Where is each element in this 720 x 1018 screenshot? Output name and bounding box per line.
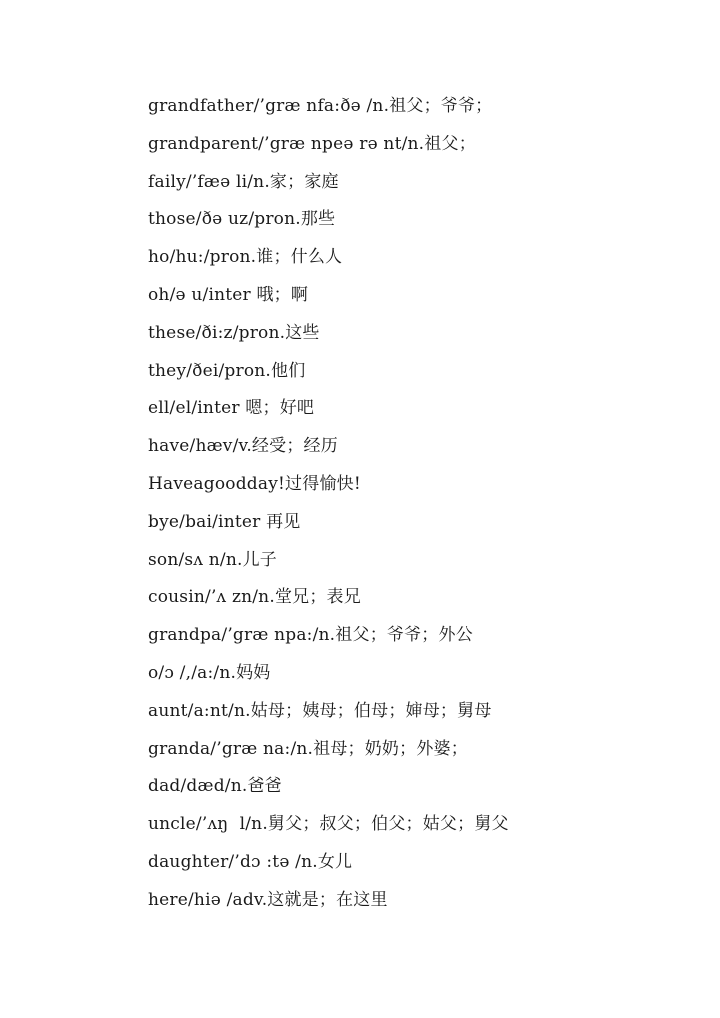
vocab-entry: dad/dæd/n.爸爸 xyxy=(148,776,282,797)
vocab-entry: bye/bai/inter 再见 xyxy=(148,511,301,532)
vocab-entry: aunt/a:nt/n.姑母；姨母；伯母；婶母；舅母 xyxy=(148,700,492,721)
vocab-entry: faily/’fæə li/n.家；家庭 xyxy=(148,171,339,192)
vocab-entry: grandpa/’græ npa:/n.祖父；爷爷；外公 xyxy=(148,625,473,646)
vocabulary-list xyxy=(148,88,509,920)
vocab-entry: o/ɔ /,/a:/n.妈妈 xyxy=(148,662,271,683)
vocab-entry: daughter/’dɔ :tə /n.女儿 xyxy=(148,851,353,872)
vocab-entry: grandparent/’græ npeə rə nt/n.祖父； xyxy=(148,133,476,154)
vocab-entry: here/hiə /adv.这就是；在这里 xyxy=(148,889,388,910)
vocab-entry: ho/hu:/pron.谁；什么人 xyxy=(148,247,343,268)
vocab-entry: Haveagoodday!过得愉快! xyxy=(148,473,361,494)
vocab-entry: those/ðə uz/pron.那些 xyxy=(148,209,336,230)
vocab-entry: granda/’græ na:/n.祖母；奶奶；外婆； xyxy=(148,738,468,759)
vocab-entry: cousin/’ʌ zn/n.堂兄；表兄 xyxy=(148,587,361,608)
vocab-entry: have/hæv/v.经受；经历 xyxy=(148,436,338,457)
vocab-entry: ell/el/inter 嗯；好吧 xyxy=(148,398,315,419)
vocab-entry: oh/ə u/inter 哦；啊 xyxy=(148,284,309,305)
vocab-entry: uncle/’ʌŋ l/n.舅父；叔父；伯父；姑父；舅父 xyxy=(148,814,509,835)
vocab-entry: these/ði:z/pron.这些 xyxy=(148,322,320,343)
vocab-entry: they/ðei/pron.他们 xyxy=(148,360,306,381)
vocab-entry: son/sʌ n/n.儿子 xyxy=(148,549,277,570)
vocab-entry: grandfather/’græ nfa:ðə /n.祖父；爷爷； xyxy=(148,96,493,116)
